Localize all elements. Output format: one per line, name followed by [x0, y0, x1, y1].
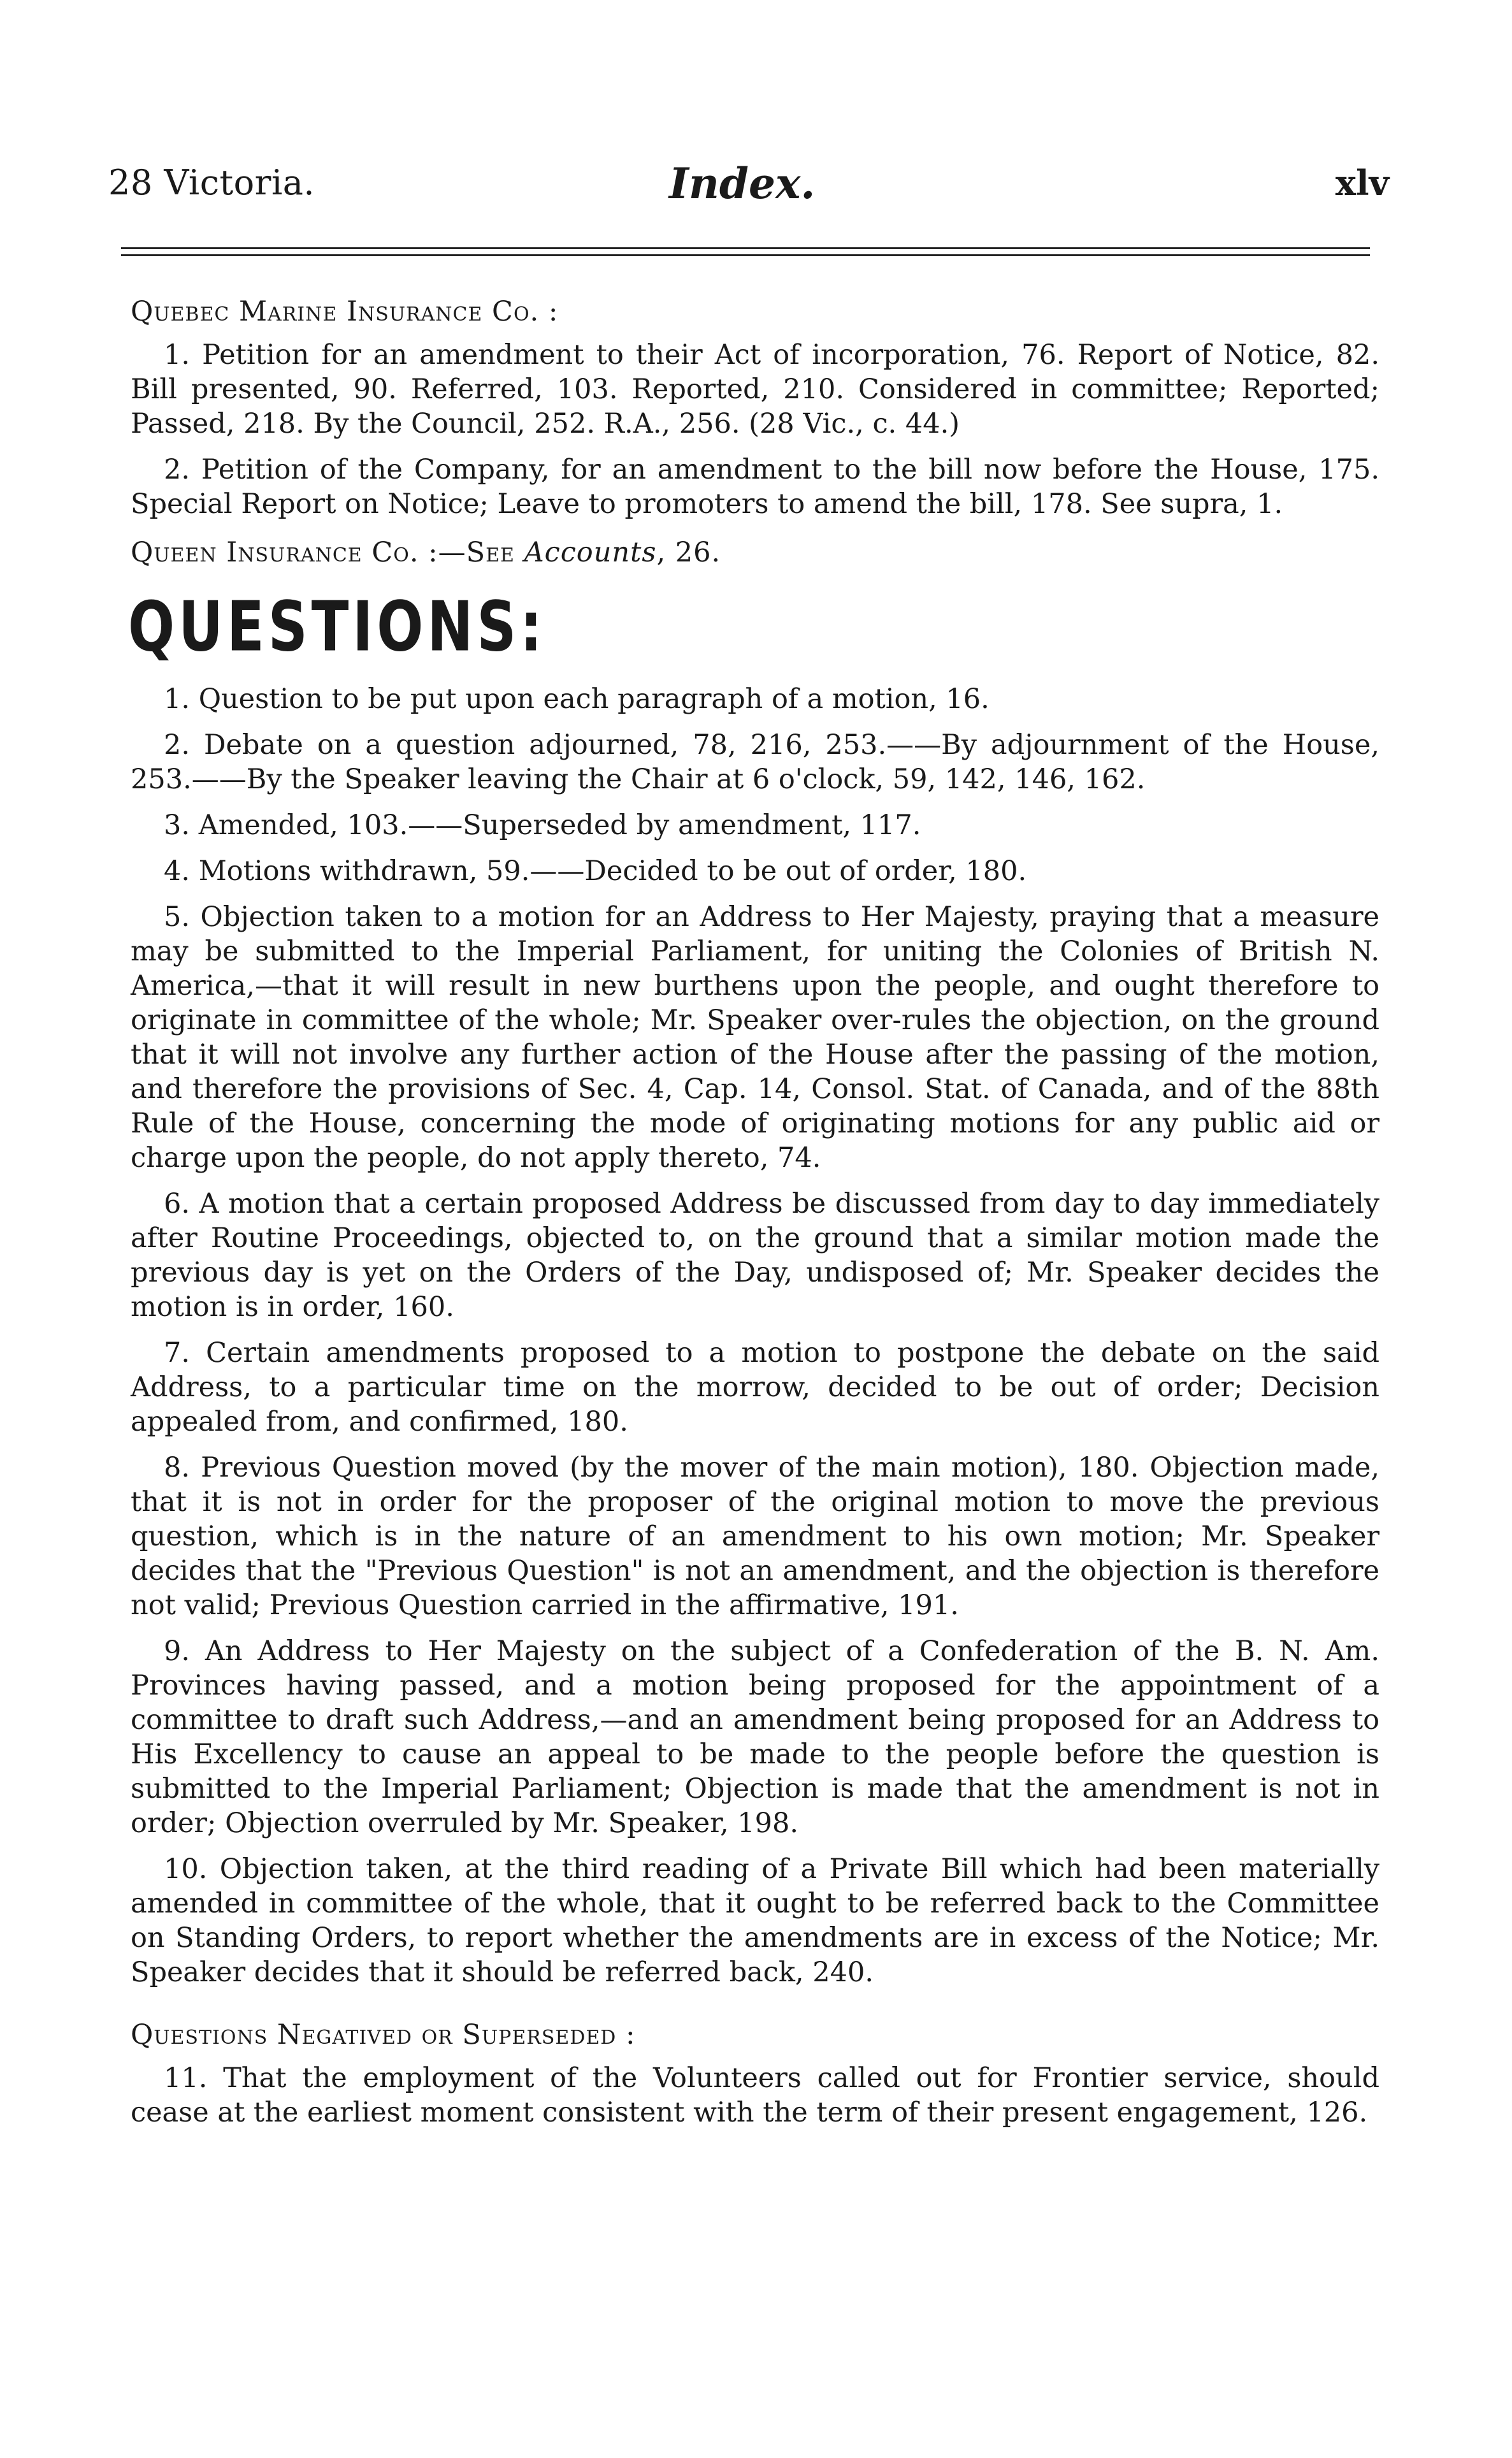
- entry-question-4: 4. Motions withdrawn, 59.——Decided to be out of order, 180.: [164, 855, 1027, 887]
- header-rule-bottom: [121, 254, 1370, 256]
- queen-insurance-page: , 26.: [656, 537, 721, 568]
- entry-quebec-marine-1: 1. Petition for an amendment to their Act of incorporation, 76. Report of Notice, 82. Bill presented, 90. Referred, 103. Reported, 210. Considered in committee; Reported; Passed, 218. By the Council, 252. R.A., 256. (28 Vic., c. 44.): [131, 339, 1379, 440]
- header-title: Index.: [669, 159, 816, 208]
- heading-questions-negatived: Questions Negatived or Superseded :: [131, 2019, 636, 2051]
- page-header: [108, 159, 1389, 220]
- heading-queen-insurance: [131, 535, 1379, 570]
- header-session: 28 Victoria.: [108, 163, 315, 203]
- queen-insurance-ref: Accounts: [524, 537, 657, 568]
- entry-question-8: 8. Previous Question moved (by the mover of the main motion), 180. Objection made, that it is not in order for the proposer of the original motion to move the previous question, which is in the nature of an amendment to his own motion; Mr. Speaker decides that the "Previous Question" is not an amendment, and the objection is therefore not valid; Previous Question carried in the affirmative, 191.: [131, 1452, 1379, 1621]
- entry-question-9: 9. An Address to Her Majesty on the subject of a Confederation of the B. N. Am. Provinces having passed, and a motion being proposed for the appointment of a committee to draft such Address,—and an amendment being proposed for an Address to His Excellency to cause an appeal to be made to the people before the question is submitted to the Imperial Parliament; Objection is made that the amendment is not in order; Objection overruled by Mr. Speaker, 198.: [131, 1635, 1379, 1839]
- entry-quebec-marine-2: 2. Petition of the Company, for an amendment to the bill now before the House, 175. Special Report on Notice; Leave to promoters to amend the bill, 178. See supra, 1.: [131, 454, 1379, 520]
- entry-question-5: 5. Objection taken to a motion for an Address to Her Majesty, praying that a measure may be submitted to the Imperial Parliament, for uniting the Colonies of British N. America,—that it will result in new burthens upon the people, and ought therefore to originate in committee of the whole; Mr. Speaker over-rules the objection, on the ground that it will not involve any further action of the House after the passing of the motion, and therefore the provisions of Sec. 4, Cap. 14, Consol. Stat. of Canada, and of the 88th Rule of the House, concerning the mode of originating motions for any public aid or charge upon the people, do not apply thereto, 74.: [131, 901, 1379, 1174]
- entry-question-3: 3. Amended, 103.——Superseded by amendment, 117.: [164, 809, 921, 841]
- entry-question-10: 10. Objection taken, at the third reading of a Private Bill which had been materially amended in committee of the whole, that it ought to be referred back to the Committee on Standing Orders, to report whether the amendments are in excess of the Notice; Mr. Speaker decides that it should be referred back, 240.: [131, 1853, 1379, 1988]
- heading-quebec-marine: Quebec Marine Insurance Co. :: [131, 296, 559, 328]
- entry-question-7: 7. Certain amendments proposed to a motion to postpone the debate on the said Address, to a particular time on the morrow, decided to be out of order; Decision appealed from, and confirmed, 180.: [131, 1337, 1379, 1438]
- header-page-number: xlv: [1335, 163, 1389, 203]
- section-title-questions: QUESTIONS:: [128, 587, 546, 667]
- header-rule-top: [121, 247, 1370, 249]
- entry-question-6: 6. A motion that a certain proposed Address be discussed from day to day immediately after Routine Proceedings, objected to, on the ground that a similar motion made the previous day is yet on the Orders of the Day, undisposed of; Mr. Speaker decides the motion is in order, 160.: [131, 1188, 1379, 1323]
- index-content: [128, 280, 1379, 2141]
- entry-question-1: 1. Question to be put upon each paragraph of a motion, 16.: [164, 683, 990, 715]
- entry-question-11: 11. That the employment of the Volunteers called out for Frontier service, should cease at the earliest moment consistent with the term of their present engagement, 126.: [131, 2062, 1379, 2129]
- queen-insurance-label: Queen Insurance Co. :—See: [131, 537, 524, 568]
- entry-question-2: 2. Debate on a question adjourned, 78, 216, 253.——By adjournment of the House, 253.——By the Speaker leaving the Chair at 6 o'clock, 59, 142, 146, 162.: [131, 729, 1379, 795]
